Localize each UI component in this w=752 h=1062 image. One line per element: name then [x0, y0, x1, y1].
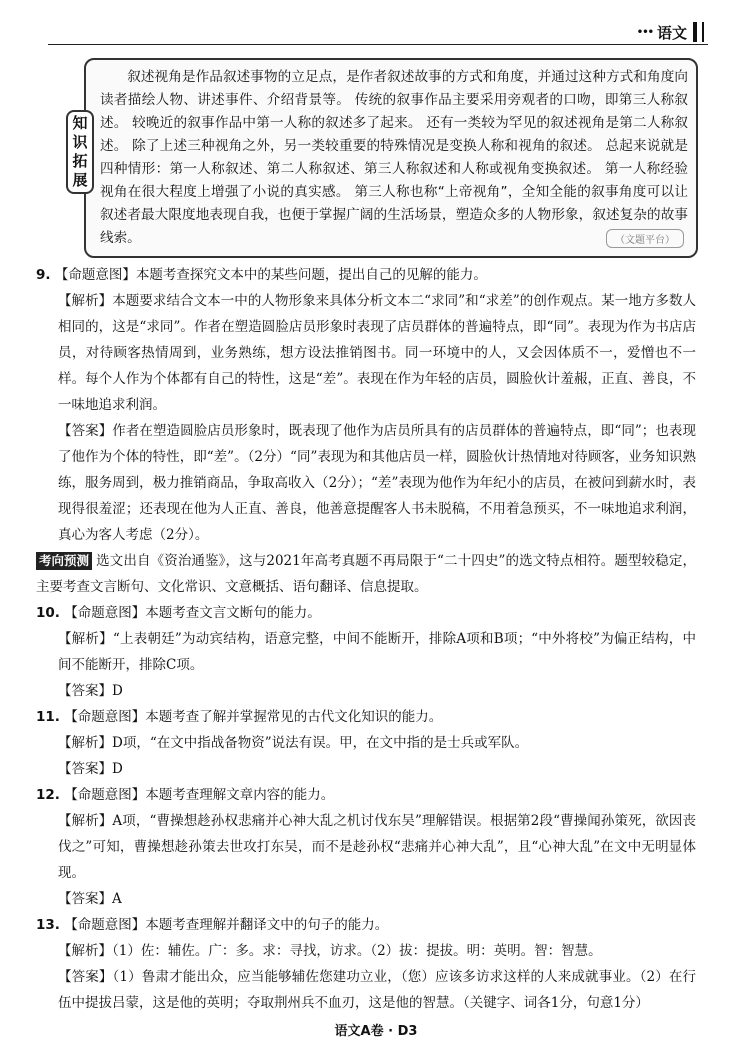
- intent-text: 本题考查了解并掌握常见的古代文化知识的能力。: [145, 709, 443, 725]
- analysis-text: 本题要求结合文本一中的人物形象来具体分析文本二“求同”和“求差”的创作观点。某一地方多数人相同的，这是“求同”。作者在塑造圆脸店员形象时表现了店员群体的普遍特点，即“同”。表现为作为书店店员，对待顾客热情周到，业务熟练，想方设法推销图书。同一环境中的人，又会因体质不一，爱憎也不一样。每个人作为个体都有自己的特性，这是“差”。表现在作为年轻的店员，圆脸伙计羞赧，正直、善良，不一味地追求利润。: [58, 293, 697, 413]
- source-stamp: （文题平台）: [606, 229, 684, 248]
- decoration-bar-icon: [693, 22, 697, 42]
- tab-char: 拓: [72, 152, 88, 170]
- page-footer: 语文A卷 · D3: [334, 1024, 418, 1039]
- q9-analysis: [36, 288, 696, 418]
- analysis-tag: 【解析】: [58, 813, 113, 829]
- knowledge-extension-box: [84, 58, 698, 258]
- analysis-text: （1）佐：辅佐。广：多。求：寻找，访求。（2）拔：提拔。明：英明。智：智慧。: [112, 943, 602, 959]
- tab-char: 识: [72, 133, 88, 151]
- subject-tag: [637, 20, 704, 44]
- analysis-tag: 【解析】: [58, 735, 112, 751]
- question-number: 10.: [36, 605, 60, 621]
- intent-tag: 【命题意图】: [54, 267, 136, 283]
- q13-analysis: [36, 938, 696, 964]
- knowledge-tab-label: [66, 110, 94, 194]
- q12-analysis: [36, 808, 696, 886]
- tab-char: 知: [72, 114, 88, 132]
- q13-intent: [36, 912, 696, 938]
- answer-content: [36, 262, 696, 1016]
- intent-text: 本题考查理解并翻译文中的句子的能力。: [145, 917, 389, 933]
- prediction-text: 选文出自《资治通鉴》，这与2021年高考真题不再局限于“二十四史”的选文特点相符。题型较稳定，主要考查文言断句、文化常识、文意概括、语句翻译、信息提取。: [36, 553, 696, 595]
- analysis-tag: 【解析】: [58, 631, 113, 647]
- intent-tag: 【命题意图】: [64, 787, 146, 803]
- intent-text: 本题考查探究文本中的某些问题，提出自己的见解的能力。: [135, 267, 487, 283]
- analysis-tag: 【解析】: [58, 293, 113, 309]
- question-number: 13.: [36, 917, 60, 933]
- answer-tag: 【答案】: [58, 761, 112, 777]
- analysis-text: A项，“曹操想趁孙权悲痛并心神大乱之机讨伐东吴”理解错误。根据第2段“曹操闻孙策死，欲因丧伐之”可知，曹操想趁孙策去世攻打东吴，而不是趁孙权“悲痛并心神大乱”，且“心神大乱”在文中无明显体现。: [58, 813, 697, 881]
- q13-answer: [36, 964, 696, 1016]
- decoration-dots-icon: •••: [636, 26, 653, 38]
- answer-tag: 【答案】: [58, 423, 113, 439]
- q11-intent: [36, 704, 696, 730]
- prediction-label: 考向预测: [36, 552, 92, 570]
- subject-label: 语文: [656, 23, 687, 42]
- q11-answer: [36, 756, 696, 782]
- answer-text: 作者在塑造圆脸店员形象时，既表现了他作为店员所具有的店员群体的普遍特点，即“同”；也表现了他作为个体的特性，即“差”。（2分）“同”表现为和其他店员一样，圆脸伙计热情地对待顾客，业务知识熟练，服务周到，极力推销商品，争取高收入（2分）；“差”表现为他作为年纪小的店员，在被问到薪水时，表现得很羞涩；还表现在他为人正直、善良，他善意提醒客人书未脱稿，不用着急预买，不一味地追求利润，真心为客人考虑（2分）。: [58, 423, 696, 543]
- tab-char: 展: [72, 171, 88, 189]
- analysis-tag: 【解析】: [58, 943, 112, 959]
- intent-tag: 【命题意图】: [64, 709, 146, 725]
- decoration-bar-icon: [702, 22, 704, 42]
- q10-answer: [36, 678, 696, 704]
- knowledge-text: 叙述视角是作品叙述事物的立足点，是作者叙述故事的方式和角度，并通过这种方式和角度向读者描绘人物、讲述事件、介绍背景等。 传统的叙事作品主要采用旁观者的口吻，即第三人称叙述。 较晚近的叙事作品中第一人称的叙述多了起来。 还有一类较为罕见的叙述视角是第二人称叙述。 除了上述三种视角之外，另一类较重要的特殊情况是变换人称和视角的叙述。 总起来说就是四种情形：第一人称叙述、第二人称叙述、第三人称叙述和人称或视角变换叙述。 第一人称经验视角在很大程度上增强了小说的真实感。 第三人称也称“上帝视角”，全知全能的叙事角度可以让叙述者最大限度地表现自我，也便于掌握广阔的生活场景，塑造众多的人物形象，叙述复杂的故事线索。: [100, 69, 688, 246]
- analysis-text: “上表朝廷”为动宾结构，语意完整，中间不能断开，排除A项和B项；“中外将校”为偏正结构，中间不能断开，排除C项。: [58, 631, 696, 673]
- intent-tag: 【命题意图】: [64, 917, 146, 933]
- q10-intent: [36, 600, 696, 626]
- q12-answer: [36, 886, 696, 912]
- q9-intent: [36, 262, 696, 288]
- q12-intent: [36, 782, 696, 808]
- q9-answer: [36, 418, 696, 548]
- question-number: 9.: [36, 267, 51, 283]
- exam-prediction: [36, 548, 696, 600]
- analysis-text: D项，“在文中指战备物资”说法有误。甲，在文中指的是士兵或军队。: [112, 735, 529, 751]
- question-number: 12.: [36, 787, 60, 803]
- q10-analysis: [36, 626, 696, 678]
- answer-text: D: [112, 761, 123, 777]
- answer-tag: 【答案】: [58, 891, 112, 907]
- intent-text: 本题考查理解文章内容的能力。: [145, 787, 335, 803]
- header-rule: [48, 44, 708, 45]
- answer-text: D: [112, 683, 123, 699]
- answer-text: （1）鲁肃才能出众，应当能够辅佐您建功立业，（您）应该多访求这样的人来成就事业。（2）在行伍中提拔吕蒙，这是他的英明；夺取荆州兵不血刃，这是他的智慧。（关键字、词各1分，句意1分）: [58, 969, 696, 1011]
- intent-tag: 【命题意图】: [64, 605, 146, 621]
- intent-text: 本题考查文言文断句的能力。: [145, 605, 321, 621]
- answer-text: A: [112, 891, 122, 907]
- q11-analysis: [36, 730, 696, 756]
- question-number: 11.: [36, 709, 60, 725]
- answer-tag: 【答案】: [58, 969, 113, 985]
- answer-tag: 【答案】: [58, 683, 112, 699]
